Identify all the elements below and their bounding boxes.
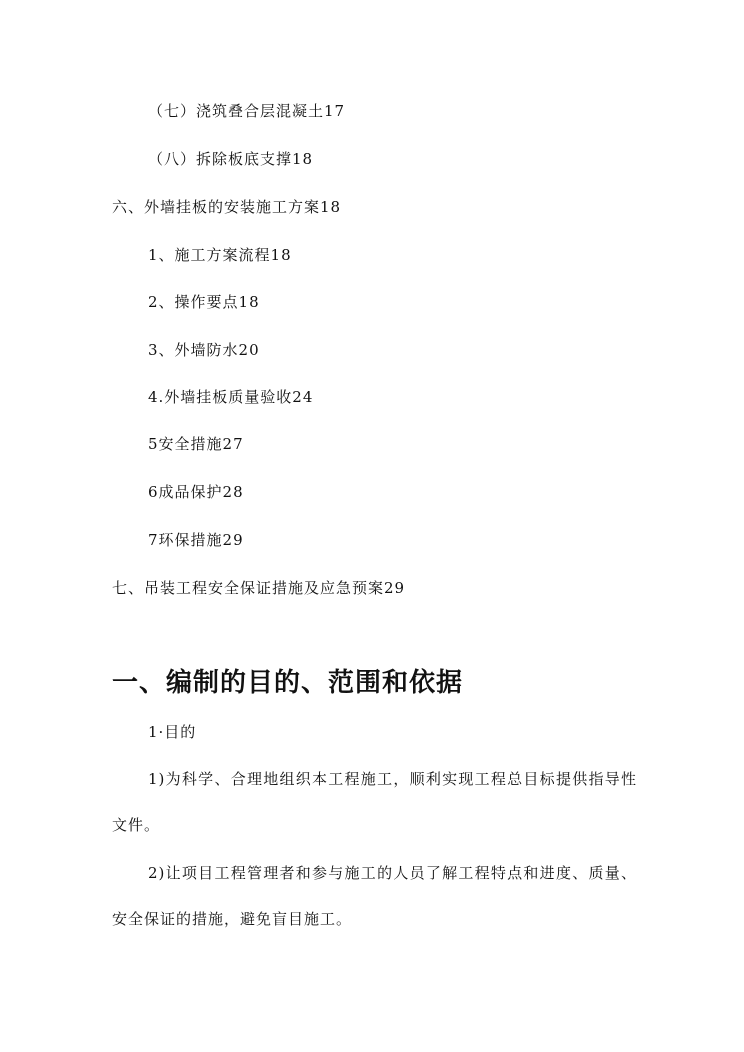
toc-item: 5安全措施27 bbox=[148, 435, 244, 453]
toc-item: 7环保措施29 bbox=[148, 531, 244, 549]
body-paragraph: 2)让项目工程管理者和参与施工的人员了解工程特点和进度、质量、安全保证的措施，避免盲目施工。 bbox=[112, 864, 637, 928]
sub-heading: 1·目的 bbox=[148, 723, 197, 741]
toc-item: 4.外墙挂板质量验收24 bbox=[148, 388, 314, 406]
toc-item: 1、施工方案流程18 bbox=[148, 246, 292, 264]
body-paragraph: 1)为科学、合理地组织本工程施工，顺利实现工程总目标提供指导性文件。 bbox=[112, 770, 637, 834]
toc-item: 3、外墙防水20 bbox=[148, 341, 260, 359]
toc-item: 七、吊装工程安全保证措施及应急预案29 bbox=[112, 579, 406, 597]
toc-item: 2、操作要点18 bbox=[148, 293, 260, 311]
toc-item: （七）浇筑叠合层混凝土17 bbox=[148, 102, 346, 120]
toc-item: 6成品保护28 bbox=[148, 483, 244, 501]
toc-item: （八）拆除板底支撑18 bbox=[148, 150, 314, 168]
toc-item: 六、外墙挂板的安装施工方案18 bbox=[112, 198, 342, 216]
section-heading: 一、编制的目的、范围和依据 bbox=[112, 668, 464, 698]
